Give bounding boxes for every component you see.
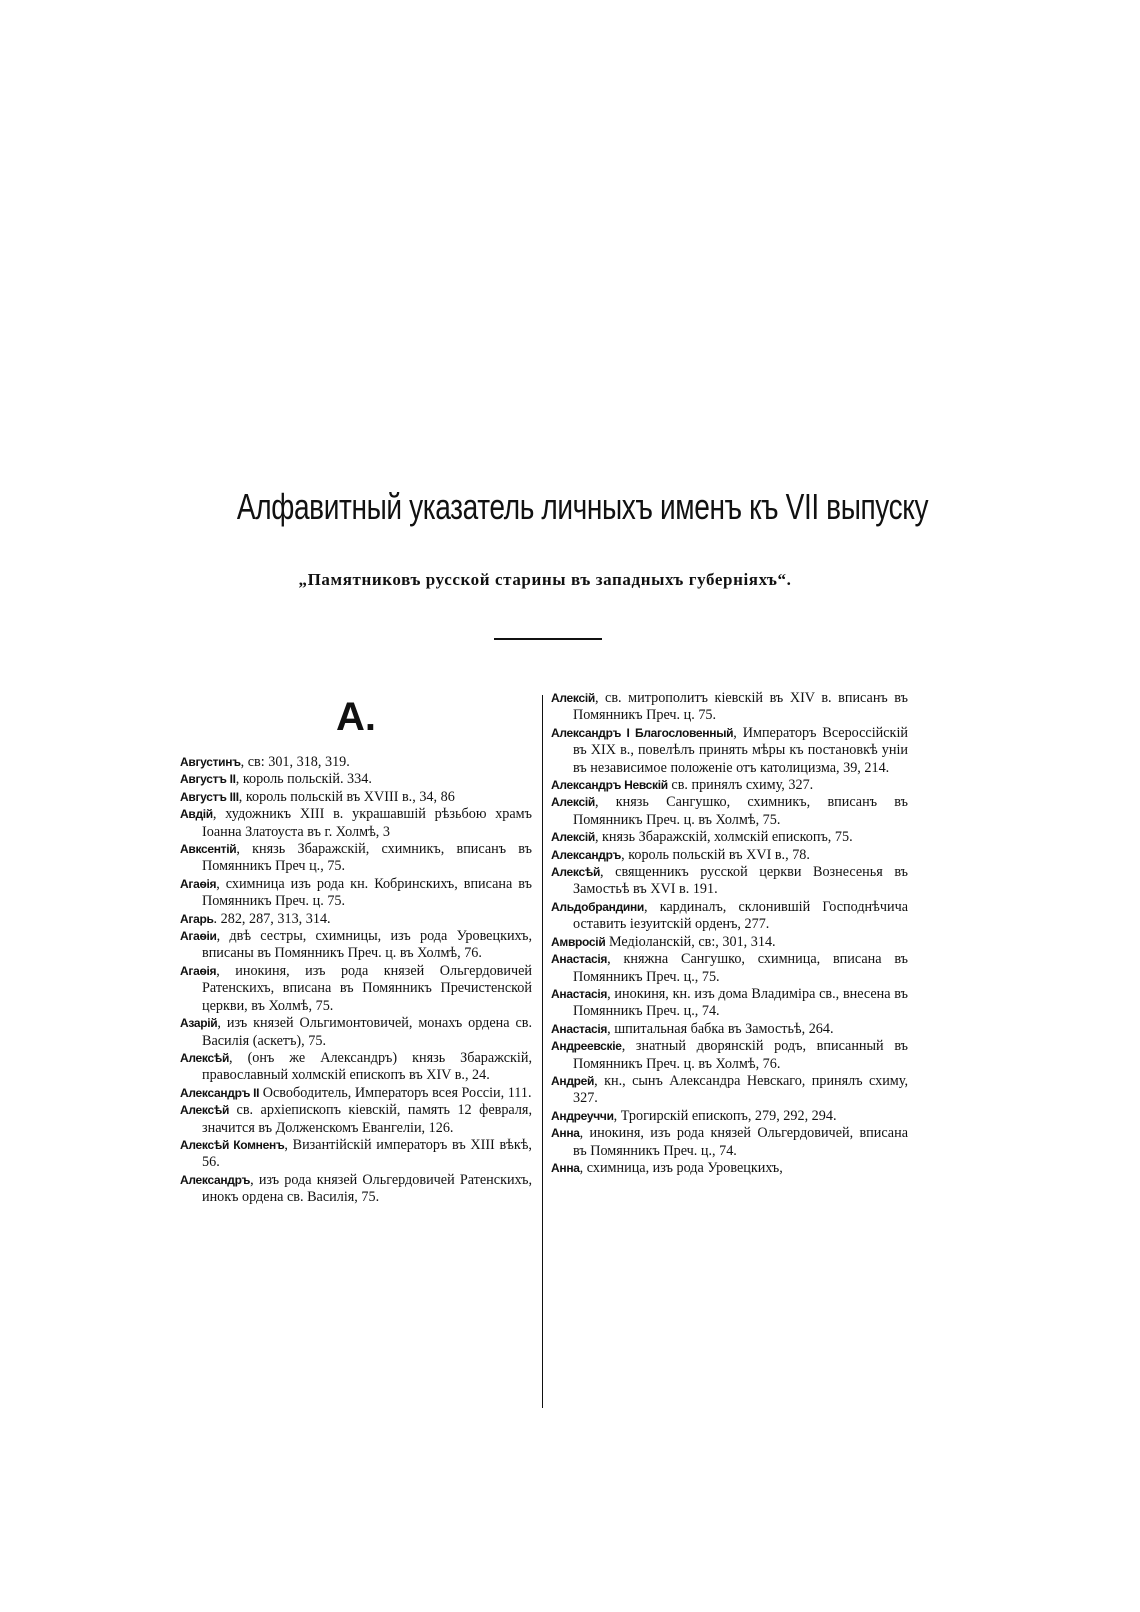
entry-text: , князь Збаражскій, холмскій епископъ, 75. [594,829,853,846]
entry-text: Медіоланскій, св:, 301, 314. [605,933,776,950]
index-entry [551,1073,908,1108]
entry-headword: Александръ [551,847,622,862]
entry-text: , (онъ же Александръ) князь Збаражскій, православный холмскій епископъ въ XIV в., 24. [202,1049,532,1084]
entry-text: , князь Збаражскій, схимникъ, вписанъ въ Помянникъ Преч ц., 75. [202,841,532,875]
title-rule [494,638,602,640]
entry-headword: Алексій [551,830,595,845]
entry-text: , художникъ XIII в. украшавшій рѣзьбою храмъ Іоанна Златоуста въ г. Холмѣ, 3 [202,806,532,840]
index-entry [551,986,908,1021]
index-entry [180,1015,532,1050]
index-entry [180,963,532,1015]
index-entry [551,1038,908,1073]
entry-text: , княжна Сангушко, схимница, вписана въ Помянникъ Преч. ц., 75. [573,951,908,985]
index-entry [551,899,908,934]
index-entry [551,1125,908,1160]
entry-text: , схимница изъ рода кн. Кобринскихъ, вписана въ Помянникъ Преч. ц. 75. [202,875,532,910]
index-entry [180,789,532,806]
entry-text: , священникъ русской церкви Вознесенья въ Замостьѣ въ XVI в. 191. [573,864,908,898]
entry-headword: Агарь [180,911,214,926]
entry-text: , Трогирскій епископъ, 279, 292, 294. [613,1107,837,1124]
entry-headword: Андреуччи [551,1108,614,1123]
entry-headword: Алексѣй Комненъ [180,1137,285,1152]
section-letter: А. [336,695,376,739]
entry-headword: Алексѣй [551,865,601,880]
entry-text: , Византійскій императоръ въ XIII вѣкѣ, 56. [202,1136,532,1171]
entry-text: , св. митрополитъ кіевскій въ XIV в. вписанъ въ Помянникъ Преч. ц. 75. [573,690,908,724]
entry-text: , св: 301, 318, 319. [240,754,350,770]
entry-text: , знатный дворянскій родъ, вписанный въ Помянникъ Преч. ц. въ Холмѣ, 76. [573,1038,908,1072]
index-columns [180,690,920,1420]
entry-text: , изъ князей Ольгимонтовичей, монахъ ордена св. Василія (аскетъ), 75. [202,1015,532,1049]
index-entry [180,911,532,928]
index-entry [551,1021,908,1038]
index-entry [180,806,532,841]
entry-text: , инокиня, изъ рода князей Ольгердовичей, вписана въ Помянникъ Преч. ц., 74. [573,1125,908,1159]
entry-headword: Алексѣй [180,1050,230,1065]
index-entry [180,841,532,876]
index-entry [551,1160,908,1177]
right-entry-list [551,690,908,1177]
entry-text: , шпитальная бабка въ Замостьѣ, 264. [607,1020,834,1037]
entry-headword: Алексій [551,795,595,810]
entry-headword: Альдобрандини [551,899,644,914]
entry-text: , кн., сынъ Александра Невскаго, принялъ схиму, 327. [573,1072,908,1107]
index-entry [551,794,908,829]
entry-text: , инокиня, кн. изъ дома Владиміра св., внесена въ Помянникъ Преч. ц., 74. [573,985,908,1020]
entry-headword: Агаѳія [180,876,217,891]
index-entry [180,1137,532,1172]
entry-text: , князь Сангушко, схимникъ, вписанъ въ Помянникъ Преч. ц. въ Холмѣ, 75. [573,794,908,828]
entry-headword: Анастасія [551,952,608,967]
entry-text: св. архіепископъ кіевскій, память 12 февраля, значится въ Долженскомъ Евангеліи, 126. [202,1102,532,1136]
entry-headword: Агаѳія [180,963,217,978]
left-column [180,690,532,1207]
index-entry [180,754,532,771]
entry-headword: Александръ II [180,1085,260,1100]
index-entry [551,1108,908,1125]
entry-text: , Императоръ Всероссійскій въ XIX в., повелѣлъ принять мѣры къ постановкѣ уніи въ независимое положеніе отъ католицизма, 39, 214. [573,724,908,776]
entry-text: . 282, 287, 313, 314. [213,910,331,927]
entry-headword: Анастасія [551,986,608,1001]
entry-headword: Александръ [180,1172,251,1187]
page-subtitle: „Памятниковъ русской старины въ западныхъ губерніяхъ“. [298,570,792,589]
index-entry [551,690,908,725]
entry-headword: Августъ II [180,772,236,787]
entry-headword: Анастасія [551,1021,608,1036]
entry-headword: Августъ III [180,789,239,804]
entry-text: , двѣ сестры, схимницы, изъ рода Уровецкихъ, вписаны въ Помянникъ Преч. ц. въ Холмѣ, 76. [202,928,532,962]
entry-headword: Августинъ [180,755,241,769]
entry-headword: Агаѳіи [180,929,217,944]
entry-text: св. принялъ схиму, 327. [667,777,814,794]
entry-headword: Александръ Невскій [551,778,668,793]
entry-headword: Алексѣй [180,1103,230,1118]
index-entry [551,934,908,951]
entry-text: , кардиналъ, склонившій Господнѣчича оставить іезуитскій орденъ, 277. [573,898,908,933]
entry-text: , изъ рода князей Ольгердовичей Ратенскихъ, инокъ ордена св. Василія, 75. [202,1171,532,1206]
column-divider [542,695,543,1408]
entry-headword: Андреевскіе [551,1039,622,1054]
index-entry [551,864,908,899]
right-column [551,690,908,1177]
entry-text: , король польскій въ XVI в., 78. [621,846,810,863]
index-entry [180,1050,532,1085]
index-entry [551,725,908,777]
entry-text: Освободитель, Императоръ всея Россіи, 111. [259,1084,532,1101]
entry-text: , король польскій въ XVIII в., 34, 86 [238,788,455,805]
entry-headword: Алексій [551,691,595,705]
entry-headword: Андрей [551,1073,595,1088]
index-entry [551,951,908,986]
entry-headword: Александръ I Благословенный [551,725,734,740]
entry-text: , король польскій. 334. [235,771,372,788]
index-entry [180,1085,532,1102]
entry-headword: Анна [551,1160,580,1175]
entry-headword: Амвросій [551,934,606,949]
index-entry [180,928,532,963]
page-title: Алфавитный указатель личныхъ именъ къ VII выпуску [236,486,929,527]
entry-headword: Авксентій [180,842,237,857]
index-entry [551,829,908,846]
entry-headword: Авдій [180,807,213,822]
left-entry-list [180,754,532,1207]
entry-headword: Азарій [180,1016,218,1031]
index-entry [551,777,908,794]
index-entry [551,847,908,864]
entry-headword: Анна [551,1126,580,1141]
entry-text: , инокиня, изъ рода князей Ольгердовичей Ратенскихъ, вписана въ Помянникъ Пречистенской церкви, въ Холмѣ, 75. [202,962,532,1014]
index-entry [180,1172,532,1207]
index-entry [180,771,532,788]
index-entry [180,876,532,911]
index-entry [180,1102,532,1137]
entry-text: , схимница, изъ рода Уровецкихъ, [579,1159,783,1176]
